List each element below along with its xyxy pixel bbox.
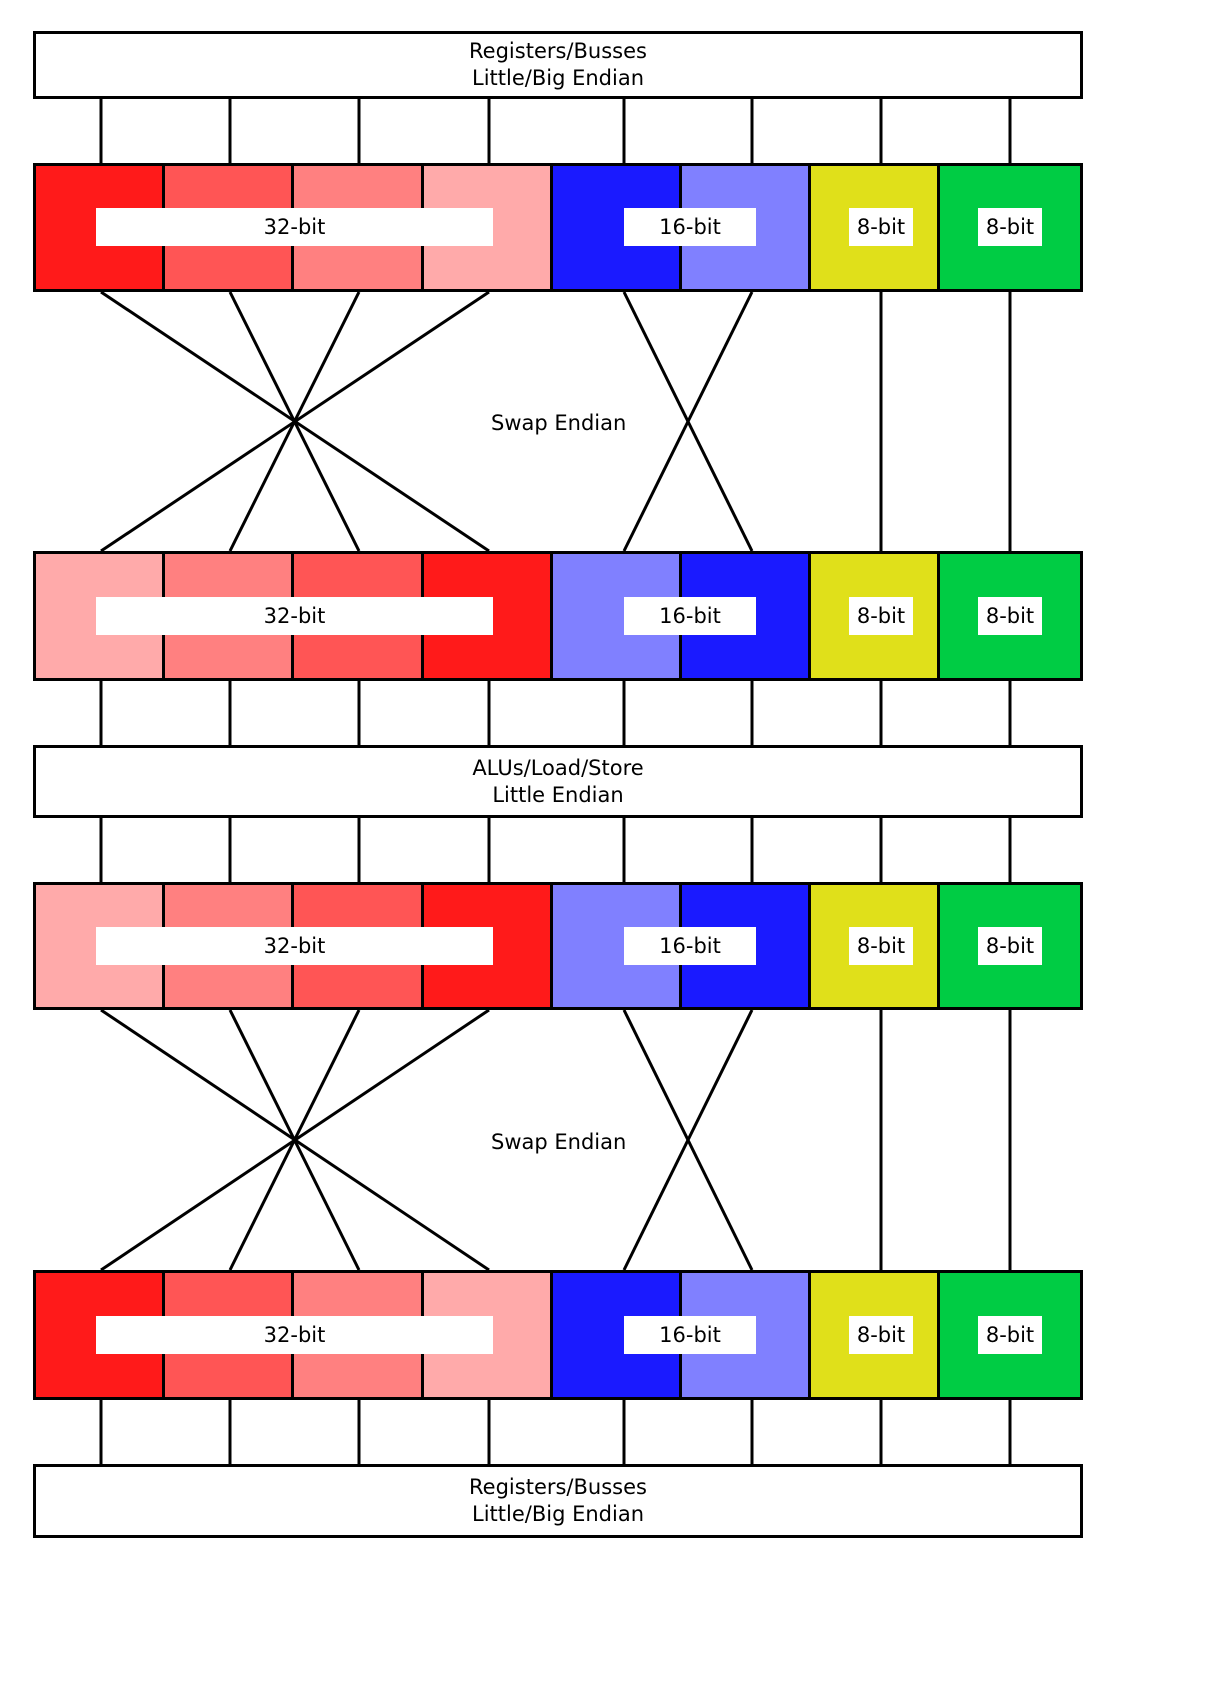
alus-load-store-line1: ALUs/Load/Store [472, 755, 644, 780]
registers-busses-top-line1: Registers/Busses [469, 39, 647, 64]
row-3-32bit-label: 32-bit [96, 927, 493, 965]
row-2-16bit-label: 16-bit [624, 597, 756, 635]
alus-load-store-line2: Little Endian [492, 782, 624, 807]
row-2-8bit-label-b: 8-bit [978, 597, 1042, 635]
row-2-32bit-label: 32-bit [96, 597, 493, 635]
row-3-8bit-label-a: 8-bit [849, 927, 913, 965]
registers-busses-top-line2: Little/Big Endian [472, 66, 644, 90]
row-1-8bit-label-a: 8-bit [849, 208, 913, 246]
row-4-32bit-label: 32-bit [96, 1316, 493, 1354]
row-4-16bit-label: 16-bit [624, 1316, 756, 1354]
alus-load-store-block [33, 745, 1083, 818]
registers-busses-bottom-line2: Little/Big Endian [472, 1502, 644, 1526]
registers-busses-top-block [33, 31, 1083, 99]
row-3-8bit-label-b: 8-bit [978, 927, 1042, 965]
swap-endian-label-2: Swap Endian [483, 1128, 634, 1156]
row-2-8bit-label-a: 8-bit [849, 597, 913, 635]
row-4-8bit-label-a: 8-bit [849, 1316, 913, 1354]
swap-endian-label-1: Swap Endian [483, 409, 634, 437]
row-3-16bit-label: 16-bit [624, 927, 756, 965]
row-1-8bit-label-b: 8-bit [978, 208, 1042, 246]
registers-busses-bottom-block [33, 1464, 1083, 1538]
row-4-8bit-label-b: 8-bit [978, 1316, 1042, 1354]
registers-busses-bottom-line1: Registers/Busses [469, 1475, 647, 1500]
row-1-16bit-label: 16-bit [624, 208, 756, 246]
row-1-32bit-label: 32-bit [96, 208, 493, 246]
